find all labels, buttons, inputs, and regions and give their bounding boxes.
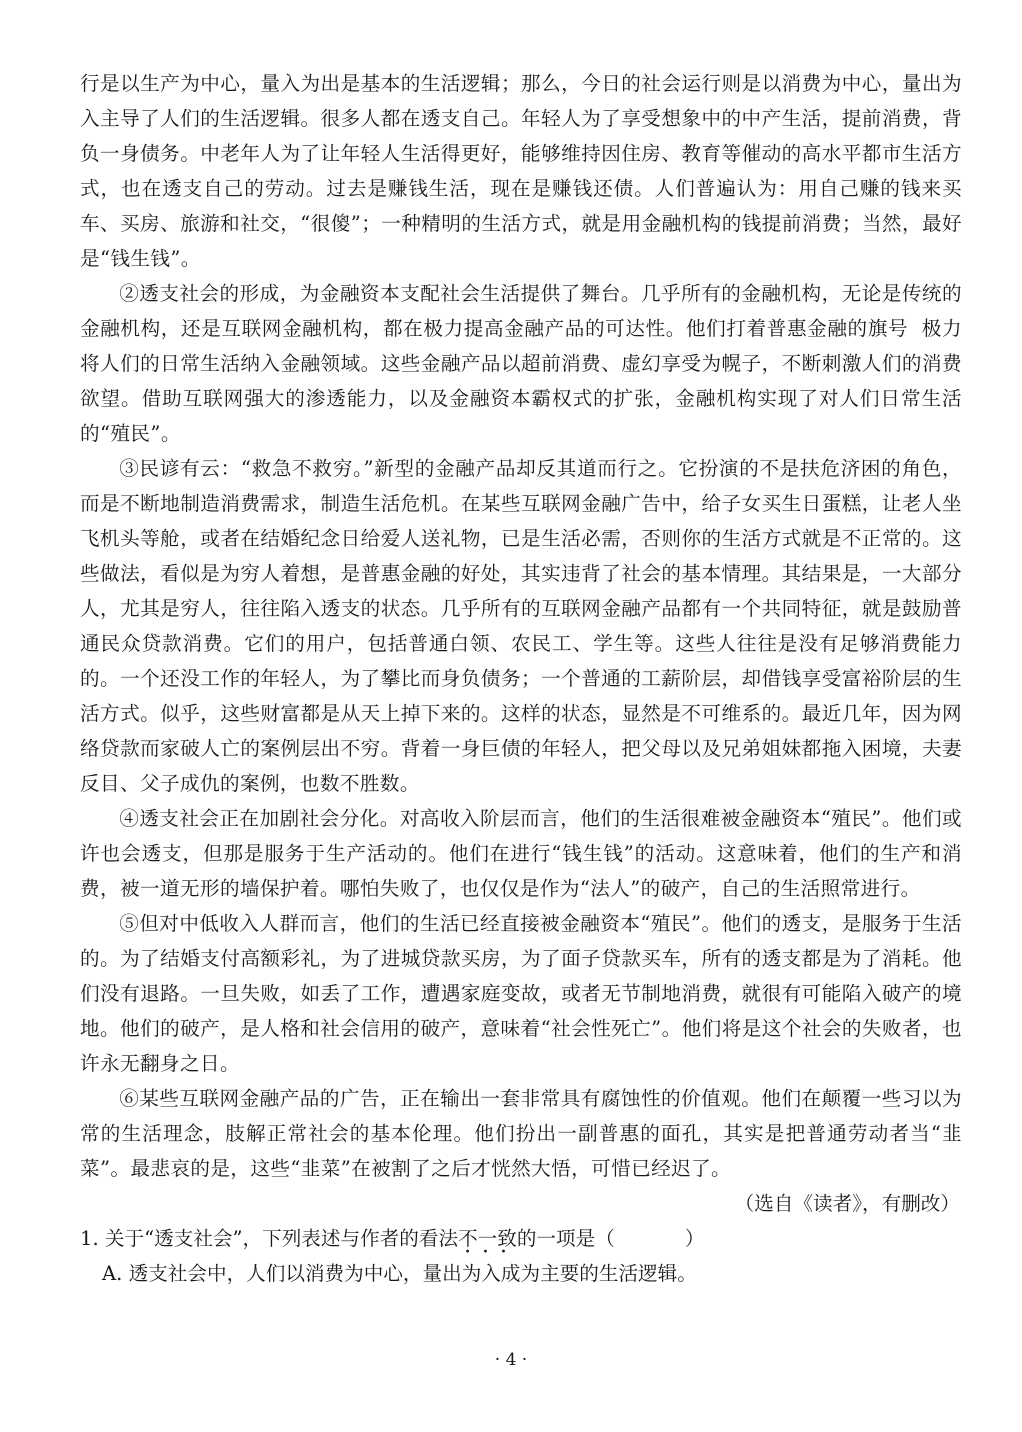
paragraph-6: ⑥某些互联网金融产品的广告，正在输出一套非常具有腐蚀性的价值观。他们在颠覆一些习以为常的生活理念，肢解正常社会的基本伦理。他们扮出一副普惠的面孔，其实是把普通劳动者当“韭菜”。最悲哀的是，这些“韭菜”在被割了之后才恍然大悟，可惜已经迟了。 [80,1087,962,1180]
paragraph-4: ④透支社会正在加剧社会分化。对高收入阶层而言，他们的生活很难被金融资本“殖民”。他们或许也会透支，但那是服务于生产活动的。他们在进行“钱生钱”的活动。这意味着，他们的生产和消费，被一道无形的墙保护着。哪怕失败了，也仅仅是作为“法人”的破产，自己的生活照常进行。 [80,807,962,900]
paragraph-5: ⑤但对中低收入人群而言，他们的生活已经直接被金融资本“殖民”。他们的透支，是服务于生活的。为了结婚支付高额彩礼，为了进城贷款买房，为了面子贷款买车，所有的透支都是为了消耗。他们没有退路。一旦失败，如丢了工作，遭遇家庭变故，或者无节制地消费，就很有可能陷入破产的境地。他们的破产，是人格和社会信用的破产，意味着“社会性死亡”。他们将是这个社会的失败者，也许永无翻身之日。 [80,912,962,1075]
question-1-emphasis: 不一致 · · · [458,1221,517,1256]
question-1-stem: 1. 关于“透支社会”，下列表述与作者的看法 [80,1227,459,1250]
source-citation: （选自《读者》，有删改） [734,1192,960,1215]
page-number: · 4 · [494,1350,528,1370]
paragraph-3: ③民谚有云：“救急不救穷。”新型的金融产品却反其道而行之。它扮演的不是扶危济困的角色，而是不断地制造消费需求，制造生活危机。在某些互联网金融广告中，给子女买生日蛋糕，让老人坐飞机头等舱，或者在结婚纪念日给爱人送礼物，已是生活必需，否则你的生活方式就是不正常的。这些做法，看似是为穷人着想，是普惠金融的好处，其实违背了社会的基本情理。其结果是，一大部分人，尤其是穷人，往往陷入透支的状态。几乎所有的互联网金融产品都有一个共同特征，就是鼓励普通民众贷款消费。它们的用户，包括普通白领、农民工、学生等。这些人往往是没有足够消费能力的。一个还没工作的年轻人，为了攀比而身负债务；一个普通的工薪阶层，却借钱享受富裕阶层的生活方式。似乎，这些财富都是从天上掉下来的。这样的状态，显然是不可维系的。最近几年，因为网络贷款而家破人亡的案例层出不穷。背着一身巨债的年轻人，把父母以及兄弟姐妹都拖入困境，夫妻反目、父子成仇的案例，也数不胜数。 [80,457,962,795]
question-1 [80,1221,962,1256]
question-1-close-paren: ） [684,1227,705,1250]
question-1-stem-end: 的一项是（ [516,1227,615,1250]
option-a: A. 透支社会中，人们以消费为中心，量出为入成为主要的生活逻辑。 [102,1262,697,1285]
exam-page-content [80,66,962,1291]
paragraph-1-continued: 行是以生产为中心，量入为出是基本的生活逻辑；那么，今日的社会运行则是以消费为中心，量出为入主导了人们的生活逻辑。很多人都在透支自己。年轻人为了享受想象中的中产生活，提前消费，背负一身债务。中老年人为了让年轻人生活得更好，能够维持因住房、教育等催动的高水平都市生活方式，也在透支自己的劳动。过去是赚钱生活，现在是赚钱还债。人们普遍认为：用自己赚的钱来买车、买房、旅游和社交，“很傻”；一种精明的生活方式，就是用金融机构的钱提前消费；当然，最好是“钱生钱”。 [80,72,962,270]
paragraph-2: ②透支社会的形成，为金融资本支配社会生活提供了舞台。几乎所有的金融机构，无论是传统的金融机构，还是互联网金融机构，都在极力提高金融产品的可达性。他们打着普惠金融的旗号 极力将人们的日常生活纳入金融领域。这些金融产品以超前消费、虚幻享受为幌子，不断刺激人们的消费欲望。借助互联网强大的渗透能力，以及金融资本霸权式的扩张，金融机构实现了对人们日常生活的“殖民”。 [80,282,962,445]
